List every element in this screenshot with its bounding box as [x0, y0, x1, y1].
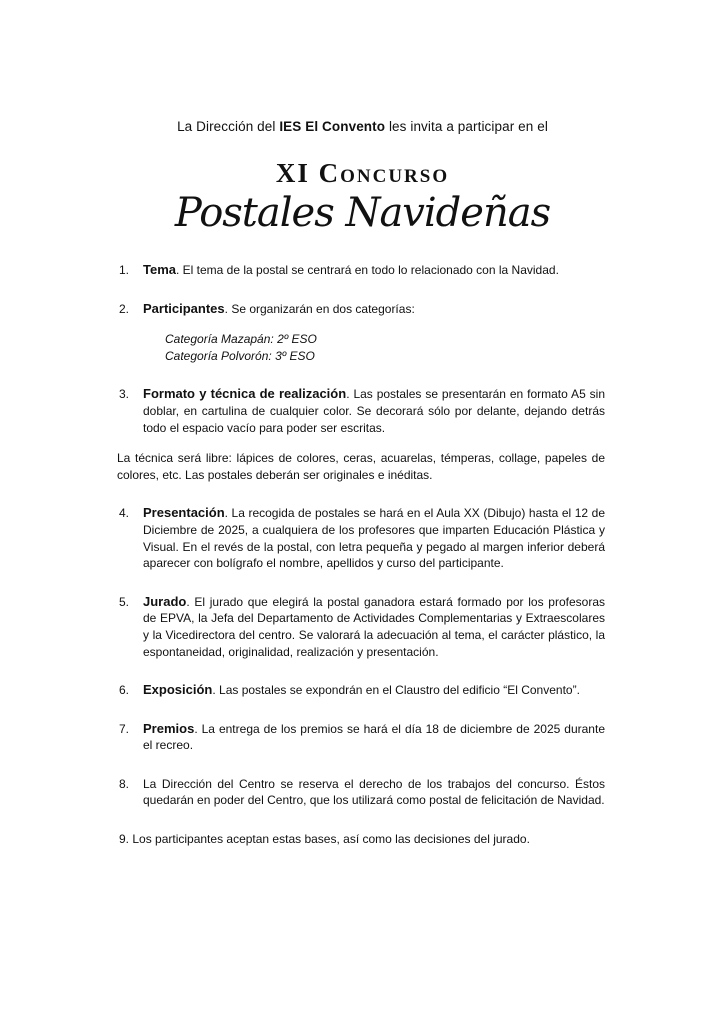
rule-5 [119, 594, 605, 660]
rule-text: 9. Los participantes aceptan estas bases, así como las decisiones del jurado. [119, 832, 530, 847]
category-item: Categoría Mazapán: 2º ESO [165, 332, 317, 347]
rule-text: . Las postales se expondrán en el Claustro del edificio “El Convento”. [212, 683, 580, 698]
rule-number: 8. [119, 776, 130, 791]
technique-paragraph: La técnica será libre: lápices de colores, ceras, acuarelas, témperas, collage, papeles de colores, etc. Las postales deberán ser originales e inéditas. [117, 451, 605, 482]
rule-heading: Jurado [143, 593, 187, 609]
rule-9 [119, 831, 605, 848]
rule-text: . Las postales se presentarán en formato A5 sin doblar, en cartulina de cualquier color. Se decorará sólo por delante, dejando detrás todo el espacio vacío para poder ser escritas. [143, 387, 605, 435]
rule-text: . El jurado que elegirá la postal ganadora estará formado por los profesoras de EPVA, la Jefa del Departamento de Actividades Complementarias y Extraescolares y la Vicedirectora del centro. Se valorará la adecuación al tema, el carácter plástico, la espontaneidad, originalidad, realización y presentación. [143, 594, 605, 659]
invite-post: les invita a participar en el [385, 119, 548, 134]
invite-pre: La Dirección del [177, 119, 280, 134]
rule-4 [119, 505, 605, 571]
rule-text: . Se organizarán en dos categorías: [224, 301, 415, 316]
rule-heading: Tema [143, 262, 176, 277]
rule-7 [119, 721, 605, 754]
rule-number: 5. [119, 594, 130, 609]
school-name: IES El Convento [279, 119, 386, 134]
rule-number: 6. [119, 683, 130, 698]
rule-number: 2. [119, 301, 130, 316]
rule-number: 4. [119, 506, 130, 521]
rule-number: 7. [119, 721, 130, 736]
rule-heading: Exposición [143, 682, 213, 698]
contest-subtitle: Postales Navideñas [174, 190, 551, 236]
rules-list [119, 262, 605, 848]
rule-heading: Premios [143, 720, 195, 736]
rule-number: 3. [119, 387, 130, 402]
rule-8 [119, 776, 605, 809]
category-item: Categoría Polvorón: 3º ESO [165, 348, 315, 363]
rule-text: . La recogida de postales se hará en el Aula XX (Dibujo) hasta el 12 de Diciembre de 2025, a cualquiera de los profesores que imparten Educación Plástica y Visual. En el revés de la postal, con letra pequeña y pegado al margen inferior deberá aparecer con bolígrafo el nombre, apellidos y curso del participante. [143, 506, 605, 571]
rule-3 [119, 386, 605, 436]
rule-heading: Participantes [143, 300, 225, 316]
rule-2 [119, 301, 605, 318]
rule-6 [119, 682, 605, 699]
rule-text: La Dirección del Centro se reserva el derecho de los trabajos del concurso. Éstos quedarán en poder del Centro, que los utilizará como postal de felicitación de Navidad. [143, 776, 605, 808]
invitation-line [0, 119, 725, 134]
rule-text: . El tema de la postal se centrará en todo lo relacionado con la Navidad. [176, 263, 559, 277]
rule-number: 1. [119, 263, 130, 277]
rule-text: . La entrega de los premios se hará el día 18 de diciembre de 2025 durante el recreo. [143, 721, 605, 753]
rule-heading: Formato y técnica de realización [143, 386, 347, 402]
rule-1 [119, 262, 605, 279]
rule-heading: Presentación [143, 505, 225, 521]
contest-title: XI Concurso [275, 158, 450, 188]
